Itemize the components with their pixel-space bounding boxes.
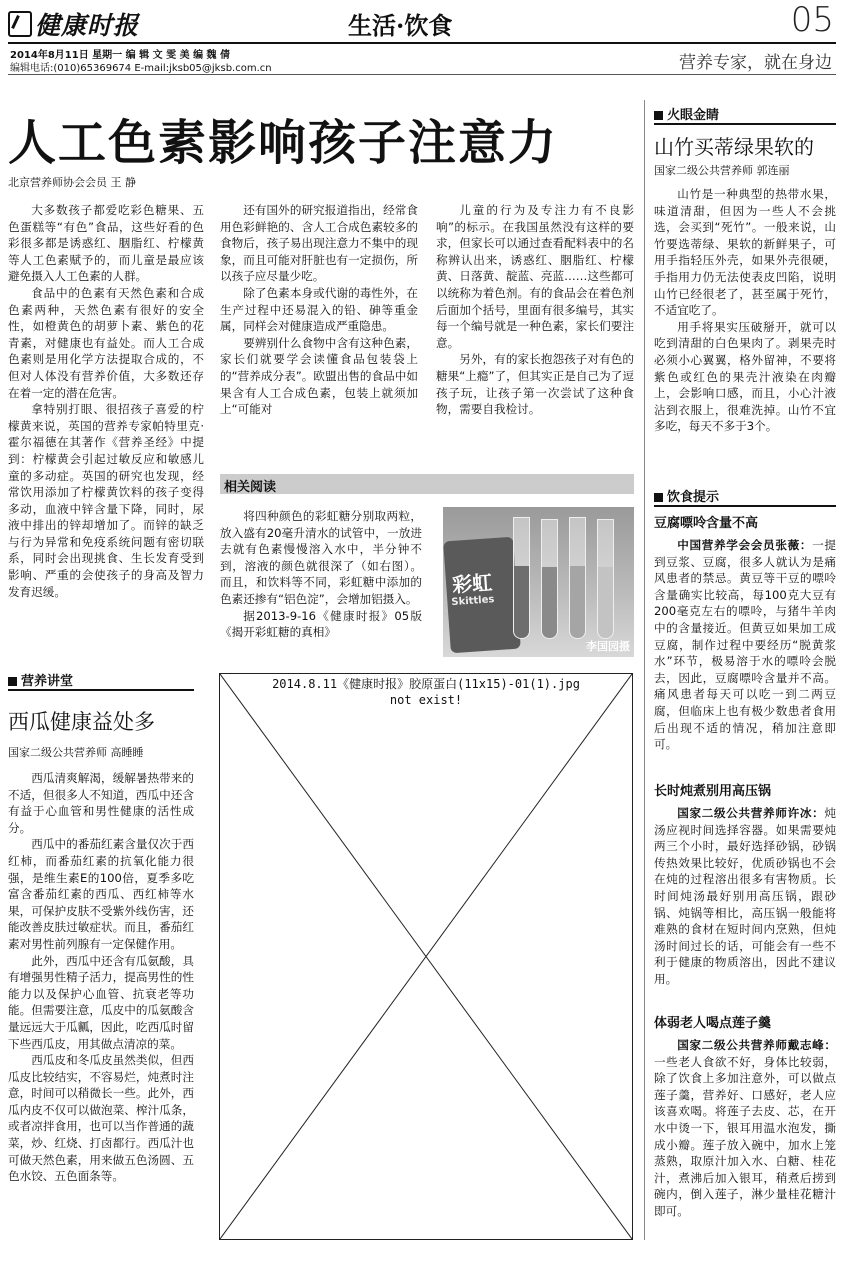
missing-image-placeholder <box>219 673 633 1240</box>
watermelon-body <box>8 770 194 1185</box>
lead-paragraph: 大多数孩子都爱吃彩色糖果、五色蛋糕等“有色”食品，这些好看的色彩很多都是诱惑红、胭脂红、柠檬黄等人工色素赋予的，而儿童是最应该避免摄入人工色素的人群。 <box>8 203 204 284</box>
watermelon-paragraph: 西瓜清爽解渴，缓解暑热带来的不适，但很多人不知道，西瓜中还含有益于心血管和男性健康的活性成分。 <box>8 771 194 835</box>
photo-credit: 李国园摄 <box>586 640 630 653</box>
lead-paragraph: 还有国外的研究报道指出，经常食用色彩鲜艳的、含人工合成色素较多的食物后，孩子易出现注意力不集中的现象，而且可能对肝脏也有一定损伤，所以孩子应尽量少吃。 <box>220 203 418 284</box>
tip-heading: 长时炖煮别用高压锅 <box>654 784 772 799</box>
tip-text: 一些老人食欲不好，身体比较弱，除了饮食上多加注意外，可以做点莲子羹，营养好、口感好，老人应该喜欢喝。将莲子去皮、芯，在开水中烫一下，银耳用温水泡发，撕成小瓣。莲子放入碗中，加水上笼蒸熟，取原汁加入水、白糖、桂花汁，煮沸后加入银耳，稍煮后捞到碗内，倒入莲子，淋少量桂花糖汁即可。 <box>654 1054 836 1218</box>
bamboo-byline: 国家二级公共营养师 郭连丽 <box>654 164 790 177</box>
lead-column-3 <box>436 202 634 418</box>
page-number: 05 <box>790 0 834 40</box>
contact-line: 编辑电话:(010)65369674 E-mail:jksb05@jksb.com.cn <box>10 63 272 74</box>
tip-text: 一提到豆浆、豆腐，很多人就认为是痛风患者的禁忌。黄豆等干豆的嘌呤含量确实比较高，每100克大豆有200毫克左右的嘌呤，与猪牛羊肉中的含量接近。但黄豆如果加工成豆腐，制作过程中要经历“脱黄浆水”环节，极易溶于水的嘌呤会脱去，因此，豆腐嘌呤含量并不高。痛风患者每天可以吃一到二两豆腐，但临床上也有极少数患者食用后出现不适的情况，稍加注意即可。 <box>654 538 836 752</box>
test-tube <box>597 519 614 639</box>
watermelon-paragraph: 西瓜中的番茄红素含量仅次于西红柿，而番茄红素的抗氧化能力很强，是维生素E的100倍，夏季多吃富含番茄红素的西瓜、西红柿等水果，可保护皮肤不受紫外线伤害，还能改善皮肤过敏症状。而且，番茄红素对男性前列腺有一定保健作用。 <box>8 837 194 951</box>
square-bullet-icon <box>654 493 663 502</box>
lead-paragraph: 儿童的行为及专注力有不良影响”的标示。在我国虽然没有这样的要求，但家长可以通过查看配料表中的名称辨认出来，诱惑红、胭脂红、柠檬黄、日落黄、靛蓝、亮蓝……这些都可以统称为着色剂。有的食品会在着色剂后面加个括号，里面有很多编号，其实每一个编号就是一种色素，家长们要注意。 <box>436 203 634 350</box>
tip-author: 国家二级公共营养师戴志峰： <box>677 1038 836 1052</box>
lead-paragraph: 拿特别打眼、很招孩子喜爱的柠檬黄来说，英国的营养专家帕特里克·霍尔福德在其著作《营养圣经》中提到：柠檬黄会引起过敏反应和敏感儿童的多动症。英国的研究也发现，经常饮用添加了柠檬黄饮料的孩子变得多动，血液中锌含量下降，同时，尿液中排出的锌却增加了。而锌的缺乏与行为异常和免疫系统问题有密切联系，同时会出现挑食、生长发育受到影响、严重的会使孩子的身高及智力发育迟缓。 <box>8 402 204 599</box>
tip-author: 国家二级公共营养师许冰： <box>677 806 825 820</box>
lead-paragraph: 除了色素本身或代谢的毒性外，在生产过程中还易混入的铅、砷等重金属，同样会对健康造成严重隐患。 <box>220 285 418 334</box>
tip-item <box>654 780 836 988</box>
related-label: 相关阅读 <box>224 480 277 495</box>
related-source: 据2013-9-16《健康时报》05版《揭开彩虹糖的真相》 <box>220 608 422 640</box>
tip-author: 中国营养学会会员张薇： <box>677 538 813 552</box>
bamboo-section-header: 火眼金睛 <box>654 104 836 123</box>
broken-image-cross-icon <box>220 674 632 1239</box>
watermelon-byline: 国家二级公共营养师 高睡睡 <box>8 746 144 759</box>
bamboo-title: 山竹买蒂绿果软的 <box>654 135 814 159</box>
column-divider <box>644 100 645 1240</box>
lead-column-1 <box>8 202 204 600</box>
candy-bag: 彩虹 Skittles <box>443 537 521 654</box>
lead-column-2 <box>220 202 418 418</box>
tip-heading: 体弱老人喝点莲子羹 <box>654 1016 772 1031</box>
test-tube <box>513 517 530 639</box>
bamboo-paragraph: 用手将果实压破掰开，就可以吃到清甜的白色果肉了。剥果壳时必须小心翼翼，格外留神，不要将紫色或红色的果壳汁液染在肉瓣上，会影响口感，而且，小心汁液沾到衣服上，很难洗掉。山竹不宜多吃，每天不多于3个。 <box>654 319 836 434</box>
tip-heading: 豆腐嘌呤含量不高 <box>654 516 759 531</box>
tips-section-header: 饮食提示 <box>654 486 836 505</box>
date-line: 2014年8月11日 星期一 编 辑 文 雯 美 编 魏 倩 <box>10 50 231 61</box>
related-text <box>220 508 422 641</box>
watermelon-paragraph: 此外，西瓜中还含有瓜氨酸，具有增强男性精子活力，提高男性的性能力以及保护心血管、抗衰老等功能。但需要注意，瓜皮中的瓜氨酸含量远远大于瓜瓤，因此，吃西瓜时留下些西瓜皮，用其做点清凉的菜。 <box>8 953 194 1051</box>
tip-text: 炖汤应视时间选择容器。如果需要炖两三个小时，最好选择砂锅，砂锅传热效果比较好，优质砂锅也不会在炖的过程溶出很多有害物质。长时间炖汤最好别用高压锅，跟砂锅、炖锅等相比，高压锅一般能将难熟的食材在短时间内烹熟，但炖汤时间过长的话，可能会有一些不利于健康的物质溶出，因此不建议用。 <box>654 806 836 986</box>
square-bullet-icon <box>8 677 17 686</box>
lead-byline: 北京营养师协会会员 王 静 <box>8 176 136 189</box>
square-bullet-icon <box>654 111 663 120</box>
related-photo <box>443 507 634 657</box>
lead-paragraph: 食品中的色素有天然色素和合成色素两种，天然色素有很好的安全性，如橙黄色的胡萝卜素、紫色的花青素，对健康也有益处。而人工合成色素则是用化学方法提取合成的，不但对人体没有营养价值，大多数还存在着一定的潜在危害。 <box>8 285 204 400</box>
related-paragraph: 将四种颜色的彩虹糖分别取两粒，放入盛有20毫升清水的试管中，一放进去就有色素慢慢溶入水中，半分钟不到，溶液的颜色就很深了（如右图）。而且，和饮料等不同，彩虹糖中添加的色素还掺有“铝色淀”，会增加铝摄入。 <box>220 509 422 606</box>
test-tube <box>541 519 558 639</box>
slogan: 营养专家，就在身边 <box>679 53 832 73</box>
bamboo-body <box>654 186 836 435</box>
tip-item <box>654 512 836 753</box>
newspaper-logo: 健康时报 <box>8 6 139 42</box>
watermelon-paragraph: 西瓜皮和冬瓜皮虽然类似，但西瓜皮比较结实，不容易烂，炖煮时注意，时间可以稍微长一些。此外，西瓜内皮不仅可以做泡菜、榨汁瓜条，或者凉拌食用，也可以当作普通的蔬菜，炒、红烧、打卤都行。西瓜汁也可做天然色素，用来做五色汤圆、五色水饺、五色面条等。 <box>8 1053 194 1184</box>
lead-headline: 人工色素影响孩子注意力 <box>8 115 559 171</box>
masthead <box>8 0 836 76</box>
logo-mark-icon <box>8 11 32 37</box>
lead-paragraph: 要辨别什么食物中含有这种色素，家长们就要学会读懂食品包装袋上的“营养成分表”。欧盟出售的食品中如果含有人工合成色素，包装上就须加上“可能对 <box>220 335 418 417</box>
bamboo-paragraph: 山竹是一种典型的热带水果，味道清甜，但因为一些人不会挑选，会买到“死竹”。一般来说，山竹要选蒂绿、果软的新鲜果子，可用手指轻压外壳，如果外壳很硬，手指用力仍无法使表皮凹陷，说明山竹已经很老了，甚至属于死竹，不适宜吃了。 <box>654 187 836 318</box>
watermelon-section-header: 营养讲堂 <box>8 670 194 689</box>
missing-image-caption: 2014.8.11《健康时报》胶原蛋白(11x15)-01(1).jpg not exist! <box>272 677 580 707</box>
tip-item <box>654 1012 836 1220</box>
section-title: 生活·饮食 <box>348 11 453 40</box>
related-header <box>220 474 634 494</box>
lead-paragraph: 另外，有的家长抱怨孩子对有色的糖果“上瘾”了，但其实正是自己为了逗孩子玩，让孩子第一次尝试了这种食物，需要自我检讨。 <box>436 352 634 417</box>
test-tube <box>569 517 586 639</box>
watermelon-title: 西瓜健康益处多 <box>8 710 155 734</box>
